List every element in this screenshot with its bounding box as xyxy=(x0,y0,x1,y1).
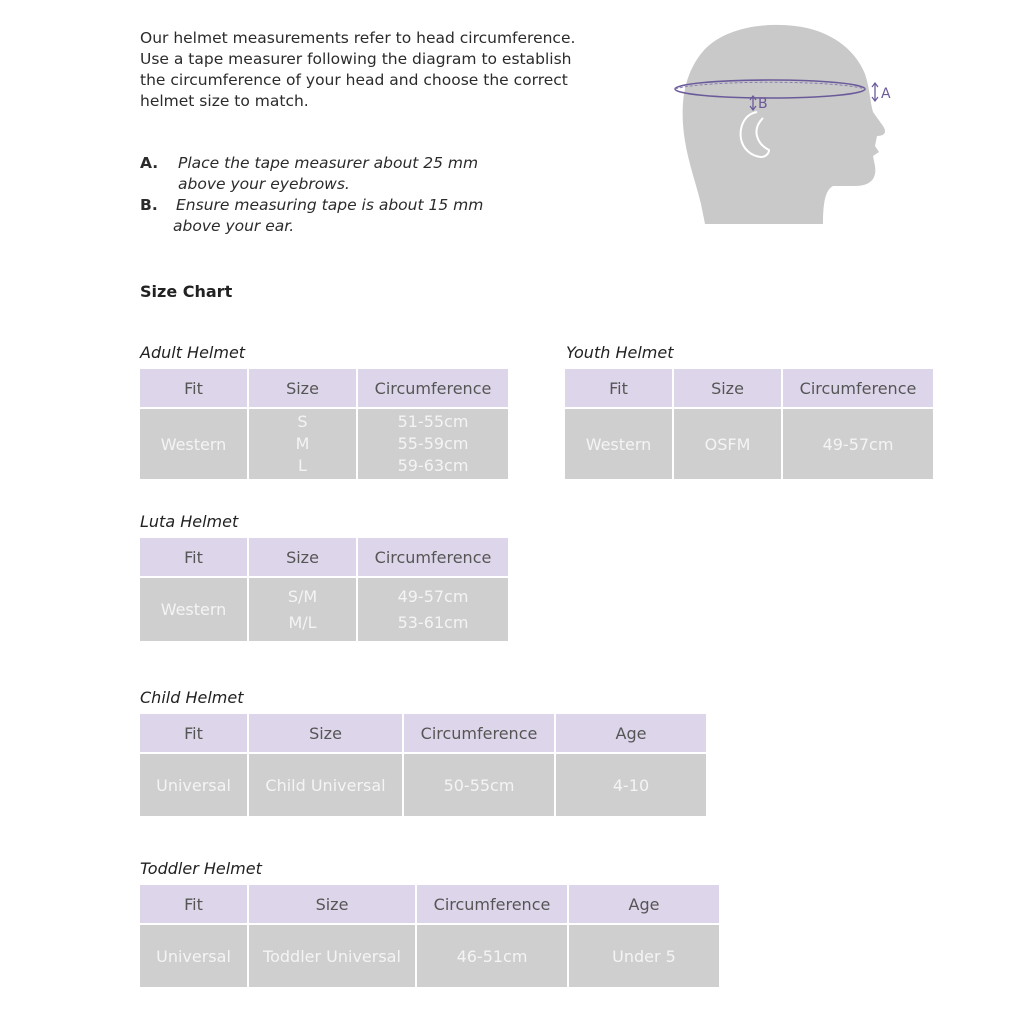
toddler-helmet-title: Toddler Helmet xyxy=(140,859,262,878)
table-row xyxy=(140,754,706,816)
table-row xyxy=(565,409,933,479)
table-header-row xyxy=(140,714,706,752)
size-value: S xyxy=(297,412,308,431)
table-row xyxy=(140,409,508,479)
col-header-age: Age xyxy=(569,885,719,923)
col-header-circumference: Circumference xyxy=(783,369,933,407)
youth-helmet-table xyxy=(563,367,935,481)
step-a-line1: Place the tape measurer about 25 mm xyxy=(178,154,479,172)
diagram-label-b: B xyxy=(758,96,768,112)
circumference-value: 59-63cm xyxy=(397,456,469,475)
intro-line: the circumference of your head and choose the correct xyxy=(140,71,568,89)
size-cell: Child Universal xyxy=(249,754,402,816)
circumference-cell xyxy=(358,409,508,479)
size-cell xyxy=(249,409,356,479)
col-header-size: Size xyxy=(674,369,781,407)
luta-helmet-table xyxy=(138,536,510,643)
age-cell: Under 5 xyxy=(569,925,719,987)
fit-cell: Universal xyxy=(140,754,247,816)
intro-line: Use a tape measurer following the diagram to establish xyxy=(140,50,572,68)
youth-helmet-title: Youth Helmet xyxy=(566,343,674,362)
fit-cell: Western xyxy=(565,409,672,479)
col-header-circumference: Circumference xyxy=(358,538,508,576)
table-header-row xyxy=(565,369,933,407)
circumference-value: 49-57cm xyxy=(397,586,469,606)
col-header-size: Size xyxy=(249,885,415,923)
size-value: L xyxy=(298,456,307,475)
col-header-fit: Fit xyxy=(140,369,247,407)
size-cell: OSFM xyxy=(674,409,781,479)
size-value: S/M xyxy=(287,586,318,606)
circumference-cell: 46-51cm xyxy=(417,925,567,987)
col-header-fit: Fit xyxy=(140,714,247,752)
intro-line: helmet size to match. xyxy=(140,92,309,110)
intro-line: Our helmet measurements refer to head circumference. xyxy=(140,29,576,47)
adult-helmet-title: Adult Helmet xyxy=(140,343,246,362)
col-header-circumference: Circumference xyxy=(404,714,554,752)
step-b-key: B. xyxy=(140,196,158,214)
size-cell xyxy=(249,578,356,641)
child-helmet-title: Child Helmet xyxy=(140,688,244,707)
adult-helmet-table xyxy=(138,367,510,481)
measurement-steps xyxy=(140,153,560,237)
luta-helmet-title: Luta Helmet xyxy=(140,512,239,531)
step-a-cont xyxy=(140,174,560,195)
step-b-cont xyxy=(140,216,560,237)
table-header-row xyxy=(140,885,719,923)
head-silhouette-icon xyxy=(665,14,905,234)
col-header-size: Size xyxy=(249,714,402,752)
step-a-line2: above your eyebrows. xyxy=(178,175,350,193)
col-header-age: Age xyxy=(556,714,706,752)
circumference-cell xyxy=(358,578,508,641)
col-header-fit: Fit xyxy=(565,369,672,407)
diagram-label-a: A xyxy=(881,86,891,102)
circumference-value: 53-61cm xyxy=(397,612,469,632)
col-header-circumference: Circumference xyxy=(417,885,567,923)
col-header-size: Size xyxy=(249,538,356,576)
circumference-value: 55-59cm xyxy=(397,434,469,453)
toddler-helmet-table xyxy=(138,883,721,989)
head-diagram xyxy=(665,14,905,234)
step-a-key: A. xyxy=(140,154,159,172)
step-b-line2: above your ear. xyxy=(173,217,295,235)
step-b-line1: Ensure measuring tape is about 15 mm xyxy=(176,196,484,214)
fit-cell: Western xyxy=(140,578,247,641)
table-row xyxy=(140,578,508,641)
circumference-value: 51-55cm xyxy=(397,412,469,431)
circumference-cell: 49-57cm xyxy=(783,409,933,479)
table-row xyxy=(140,925,719,987)
col-header-circumference: Circumference xyxy=(358,369,508,407)
col-header-fit: Fit xyxy=(140,538,247,576)
fit-cell: Universal xyxy=(140,925,247,987)
size-value: M xyxy=(295,434,310,453)
age-cell: 4-10 xyxy=(556,754,706,816)
circumference-cell: 50-55cm xyxy=(404,754,554,816)
size-chart-title: Size Chart xyxy=(140,282,233,301)
table-header-row xyxy=(140,538,508,576)
size-value: M/L xyxy=(288,612,317,632)
step-b xyxy=(140,195,560,216)
intro-paragraph xyxy=(140,28,640,112)
col-header-fit: Fit xyxy=(140,885,247,923)
child-helmet-table xyxy=(138,712,708,818)
step-a xyxy=(140,153,560,174)
size-cell: Toddler Universal xyxy=(249,925,415,987)
col-header-size: Size xyxy=(249,369,356,407)
fit-cell: Western xyxy=(140,409,247,479)
table-header-row xyxy=(140,369,508,407)
